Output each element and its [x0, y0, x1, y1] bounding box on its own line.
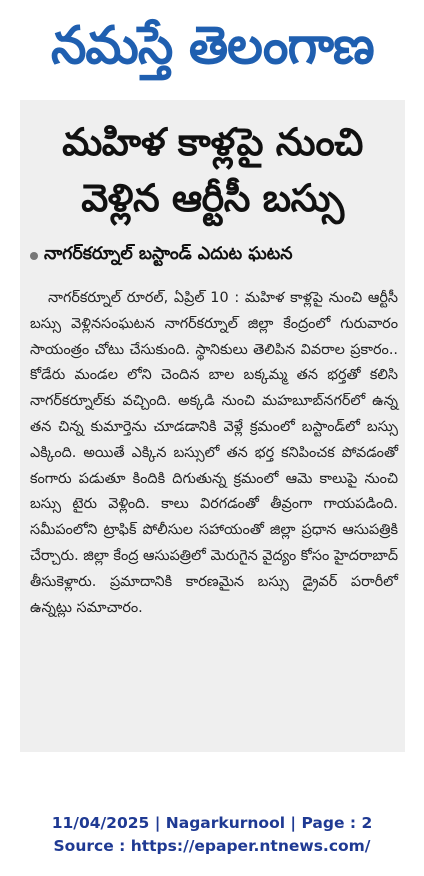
article-clipping — [20, 100, 405, 752]
headline-line-2: వెళ్లిన ఆర్టీసీ బస్సు — [81, 176, 344, 220]
article-paragraph: నాగర్‌కర్నూల్ రూరల్, ఏప్రిల్ 10 : మహిళ కాళ్లపై నుంచి ఆర్టీసీ బస్సు వెళ్లినసంఘటన నాగర్‌కర్నూల్ జిల్లా కేంద్రంలో గురువారం సాయంత్రం చోటు చేసుకుంది. స్థానికులు తెలిపిన వివరాల ప్రకారం.. కోడేరు మండల లోని చెందిన బాల బక్కమ్మ తన భర్తతో కలిసి నాగర్‌కర్నూల్‌కు వచ్చింది. అక్కడి నుంచి మహబూబ్‌నగర్‌లో ఉన్న తన చిన్న కుమార్తెను చూడడానికి వెళ్లే క్రమంలో బస్టాండ్‌లో బస్సు ఎక్కింది. అయితే ఎక్కిన బస్సులో తన భర్త కనిపించక పోవడంతో కంగారు పడుతూ కిందికి దిగుతున్న క్రమంలో ఆమె కాలుపై నుంచి బస్సు టైరు వెళ్లింది. కాలు విరగడంతో తీవ్రంగా గాయపడింది. సమీపంలోని ట్రాఫిక్ పోలీసుల సహాయంతో జిల్లా ప్రధాన ఆసుపత్రికి చేర్చారు. జిల్లా కేంద్ర ఆసుపత్రిలో మెరుగైన వైద్యం కోసం హైదరాబాద్ తీసుకెళ్లారు. ప్రమాదానికి కారణమైన బస్సు డ్రైవర్ పరారీలో ఉన్నట్లు సమాచారం. — [30, 290, 398, 616]
bullet-icon — [30, 252, 38, 260]
subheading-text: నాగర్‌కర్నూల్ బస్టాండ్ ఎదుట ఘటన — [44, 244, 293, 264]
source-link: Source : https://epaper.ntnews.com/ — [53, 837, 371, 855]
headline-line-1: మహిళ కాళ్లపై నుంచి — [62, 120, 363, 164]
subheading — [30, 244, 400, 268]
article-body — [30, 286, 398, 621]
edition-info: 11/04/2025 | Nagarkurnool | Page : 2 — [51, 814, 373, 832]
newspaper-logo: నమస్తే తెలంగాణ — [50, 16, 374, 76]
masthead — [0, 0, 424, 92]
headline — [20, 114, 405, 226]
footer — [0, 812, 424, 858]
